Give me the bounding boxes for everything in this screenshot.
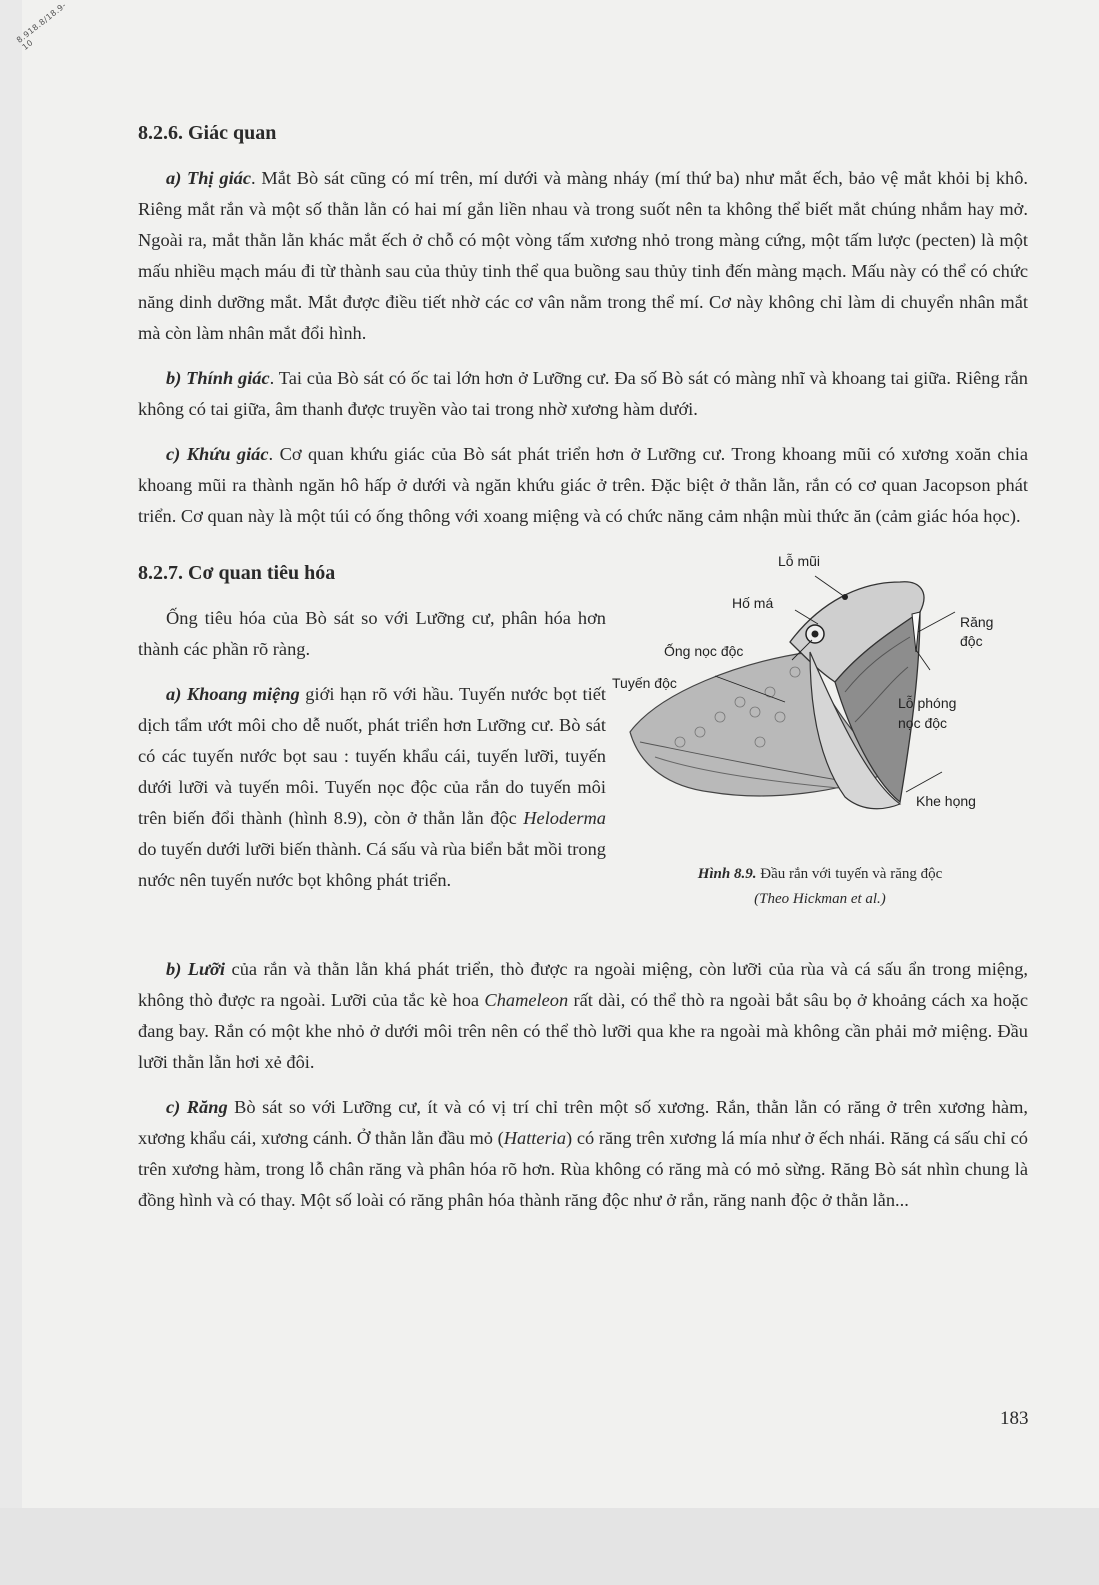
paragraph-intro-tieu-hoa: Ống tiêu hóa của Bò sát so với Lưỡng cư, phân hóa hơn thành các phần rõ ràng. — [138, 608, 606, 659]
scan-bottom-margin — [0, 1508, 1099, 1585]
caption-label: Hình 8.9. — [697, 866, 757, 882]
paragraph-khoang-mieng: a) Khoang miệng giới hạn rõ với hầu. Tuyến nước bọt tiết dịch tẩm ướt môi cho dễ nuốt, phát triển hơn Lưỡng cư. Bò sát có các tuyến nước bọt sau : tuyến khẩu cái, tuyến lưỡi, tuyến dưới lưỡi và tuyến môi. Tuyến nọc độc của rắn do tuyến môi trên biến đổi thành (hình 8.9), còn ở thằn lằn độc Heloderma do tuyến dưới lưỡi biến thành. Cá sấu và rùa biển bắt mồi trong nước nên tuyến nước bọt không phát triển. — [138, 684, 606, 890]
paragraph-thi-giac: a) Thị giác. Mắt Bò sát cũng có mí trên, mí dưới và màng nháy (mí thứ ba) như mắt ếch, bảo vệ mắt khỏi bị khô. Riêng mắt rắn và một số thằn lằn có hai mí gắn liền nhau và trong suốt nên ta không thể biết mắt chúng nhắm hay mở. Ngoài ra, mắt thằn lằn khác mắt ếch ở chỗ có một vòng tấm xương nhỏ trong màng cứng, một tấm lược (pecten) là một mấu nhiều mạch máu đi từ thành sau của thủy tinh thể qua buồng sau thủy tinh đến màng mạch. Mấu này có thể có chức năng dinh dưỡng mắt. Mắt được điều tiết nhờ các cơ vân nằm trong thể mí. Cơ này không chỉ làm di chuyển nhân mắt mà còn làm nhân mắt đổi hình. — [138, 168, 1029, 343]
section-heading-826: 8.2.6. Giác quan — [138, 122, 277, 144]
paragraph-rang: c) Răng Bò sát so với Lưỡng cư, ít và có vị trí chỉ trên một số xương. Rắn, thằn lằn có răng ở trên xương hàm, xương khẩu cái, xương cánh. Ở thằn lằn đầu mỏ (Hatteria) có răng trên xương lá mía như ở ếch nhái. Răng cá sấu chỉ có trên xương hàm, trong lỗ chân răng và phân hóa rõ hơn. Rùa không có răng mà có mỏ sừng. Răng Bò sát nhìn chung là đồng hình và có thay. Một số loài có răng phân hóa thành răng độc như ở rắn, răng nanh độc ở thằn lằn... — [138, 1097, 1028, 1210]
label-luoi: b) Lưỡi — [166, 959, 226, 979]
figure-label-ho-ma: Hố má — [732, 595, 774, 611]
caption-source: (Theo Hickman et al.) — [754, 891, 886, 907]
paragraph-thinh-giac: b) Thính giác. Tai của Bò sát có ốc tai lớn hơn ở Lưỡng cư. Đa số Bò sát có màng nhĩ và khoang tai giữa. Riêng rắn không có tai giữa, âm thanh được truyền vào tai trong nhờ xương hàm dưới. — [138, 368, 1028, 419]
snake-head-figure — [612, 542, 1020, 942]
figure-label-tuyen-doc: Tuyến độc — [612, 675, 677, 691]
figure-label-lo-phong-2: nọc độc — [898, 715, 948, 731]
digestive-section-with-figure — [138, 553, 1028, 954]
figure-label-ong-noc-doc: Ống nọc độc — [664, 643, 744, 659]
paragraph-luoi: b) Lưỡi của rắn và thằn lằn khá phát triển, thò được ra ngoài miệng, còn lưỡi của rùa và cá sấu ẩn trong miệng, không thò được ra ngoài. Lưỡi của tắc kè hoa Chameleon rất dài, có thể thò ra ngoài bắt sâu bọ ở khoảng cách xa hoặc đang bay. Rắn có một khe nhỏ ở dưới môi trên nên có thể thò lưỡi qua khe ra ngoài mà không cần phải mở miệng. Đầu lưỡi thằn lằn hơi xẻ đôi. — [138, 959, 1028, 1072]
label-khoang-mieng: a) Khoang miệng — [166, 684, 300, 704]
snake-head-illustration — [612, 542, 1020, 862]
left-column — [138, 558, 606, 896]
library-stamp: 8.918.8/18.9-10 — [14, 0, 69, 52]
section-heading-827: 8.2.7. Cơ quan tiêu hóa — [138, 562, 336, 584]
figure-label-rang-doc-1: Răng — [960, 614, 994, 630]
page-content — [138, 118, 1028, 1216]
label-rang: c) Răng — [166, 1097, 228, 1117]
figure-caption: Hình 8.9. Đầu rắn với tuyến và răng độc (Theo Hickman et al.) — [697, 866, 943, 907]
figure-label-lo-phong-1: Lỗ phóng — [898, 695, 957, 711]
label-thinh-giac: b) Thính giác — [166, 368, 270, 388]
page-number: 183 — [1000, 1408, 1029, 1429]
label-khuu-giac: c) Khứu giác — [166, 444, 269, 464]
figure-label-khe-hong: Khe họng — [916, 793, 976, 809]
figure-label-rang-doc-2: độc — [960, 633, 983, 649]
figure-label-lo-mui: Lỗ mũi — [778, 553, 821, 569]
label-thi-giac: a) Thị giác — [166, 168, 252, 188]
paragraph-khuu-giac: c) Khứu giác. Cơ quan khứu giác của Bò sát phát triển hơn ở Lưỡng cư. Trong khoang mũi có xương xoăn chia khoang mũi ra thành ngăn hô hấp ở dưới và ngăn khứu giác ở trên. Đặc biệt ở thằn lằn, rắn có cơ quan Jacopson phát triển. Cơ quan này là một túi có ống thông với xoang miệng và có chức năng cảm nhận mùi thức ăn (cảm giác hóa học). — [138, 444, 1028, 526]
